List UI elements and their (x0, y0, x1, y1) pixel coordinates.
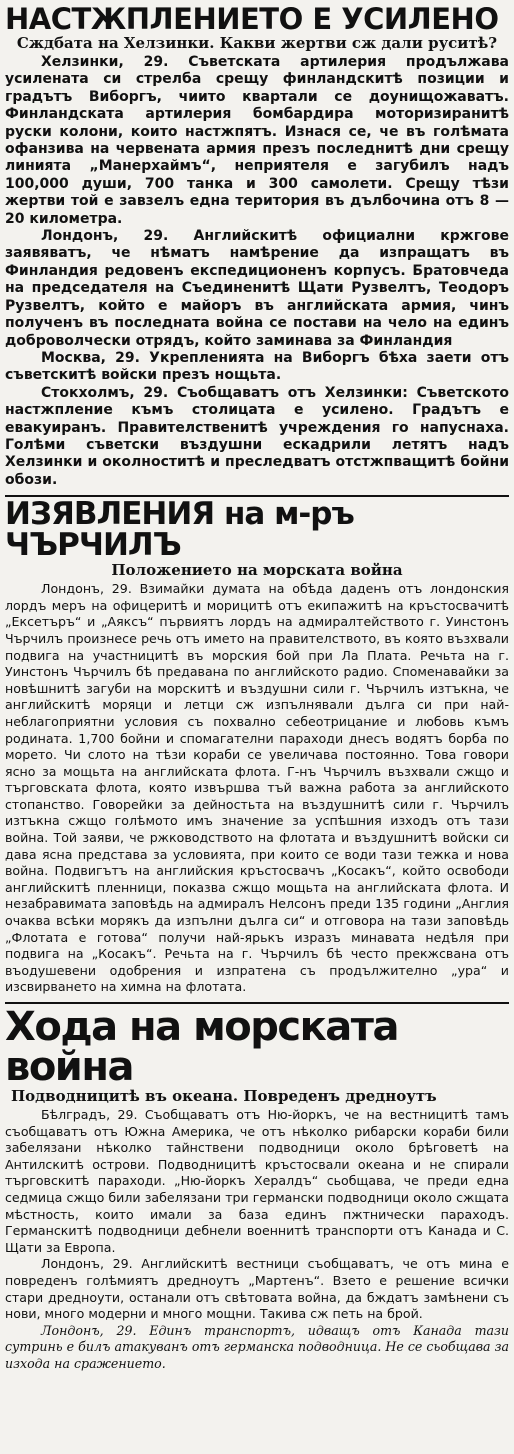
article-paragraph: Лондонъ, 29. Единъ транспортъ, идващъ отъ Канада тази сутринь е билъ атакуванъ отъ германска подводница. Не се сьобщава за изхода на сражението. (5, 1322, 509, 1371)
article-headline: ИЗЯВЛЕНИЯ на м-ръ ЧЪРЧИЛЪ (5, 496, 354, 564)
article-paragraph: Лондонъ, 29. Взимайки думата на обѣда даденъ отъ лондонския лордъ меръ на офицеритѣ и морицитѣ отъ екипажитѣ на кръстосвачитѣ „Ексетъръ“ и „Аяксъ“ първиятъ лордъ на адмиралтейството г. Уинстонъ Чърчилъ произнесе речь отъ името на правителството, въ която възхвали подвига на участницитѣ въ морския бой при Ла Плата. Речьта на г. Уинстонъ Чърчилъ бѣ предавана по английското радио. Споменавайки за новѣшнитѣ загуби на морскитѣ и въздушни сили г. Чърчилъ изтъкна, че английскитѣ моряци и летци сж изпълнявали дълга си при най-неблагоприятни условия съ похвално себеотрицание и любовь къмъ родината. 1,700 бойни и спомагателни параходи днесъ водятъ борба по морето. Чи слото на тѣзи кораби се увеличава постоянно. Това говори ясно за мощьта на английската флота. Г-нъ Чърчилъ възхвали сжщо и търговската флота, която извършва тъй важна работа за английското стопанство. Говорейки за дейностьта на въздушнитѣ сили г. Чърчилъ изтъкна сжщо голѣмото имъ значение за успѣшния изходъ отъ тази война. Той заяви, че ржководството на флотата и въздушнитѣ войски си дава ясна представа за условията, при които се води тази тежка и нова война. Подвигътъ на английския кръстосвачъ „Косакъ“, който освободи английскитѣ пленници, показва сжщо мощьта на английската флота. И незабравимата заповѣдь на адмиралъ Нелсонъ преди 135 години „Англия очаква всѣки морякъ да изпълни дълга си“ и отговора на тази заповѣдь „Флотата е готова“ получи най-ярькъ изразъ минавата недѣля при подвига на „Косакъ“. Речьта на г. Чърчилъ бѣ често прекжсвана отъ въодушевени одобрения и изпратена съ продължително „ура“ и изсвирването на химна на флотата. (5, 581, 509, 995)
article-subhead: Положението на морската война (111, 561, 403, 580)
article-offensive (5, 0, 509, 489)
article-paragraph: Лондонъ, 29. Английскитѣ официални кржгове заявяватъ, че нѣматъ намѣрение да изпращатъ въ Финландия редовенъ експедиционенъ корпусъ. Братовчеда на председателя на Съединенитѣ Щати Рузвелтъ, Теодоръ Рузвелтъ, който е майоръ въ английската армия, чинъ полученъ въ последната война се постави на чело на единъ доброволчески отрядъ, който заминава за Финландия (5, 228, 509, 349)
article-paragraph: Хелзинки, 29. Съветската артилерия продължава усилената си стрелба срещу финландскитѣ позиции и градътъ Виборгъ, чиито квартали се доунищожаватъ. Финландската артилерия бомбардира моторизиранитѣ руски колони, които настжпятъ. Изнася се, че въ голѣмата офанзива на червената армия презъ последнитѣ дни срещу линията „Манерхаймъ“, неприятеля е загубилъ надъ 100,000 души, 700 танка и 300 самолети. Срещу тѣзи жертви той е завзелъ една територия въ дълбочина отъ 8 — 20 километра. (5, 54, 509, 227)
article-subhead: Подводницитѣ въ океана. Повреденъ дредноутъ (11, 1087, 437, 1105)
article-naval-war (5, 1004, 509, 1373)
article-subhead: Сждбата на Хелзинки. Какви жертви сж дали руситѣ? (16, 34, 498, 52)
article-churchill (5, 497, 509, 996)
article-paragraph: Москва, 29. Укрепленията на Виборгъ бѣха заети отъ съветскитѣ войски презъ нощьта. (5, 349, 509, 384)
article-paragraph: Лондонъ, 29. Английскитѣ вестници съобщаватъ, че отъ мина е повреденъ голѣмиятъ дредноутъ „Мартенъ“. Взето е решение всички стари дредноути, останали отъ свѣтовата война, да бждатъ замѣнени съ нови, много модерни и много мощни. Такива сж петь на брой. (5, 1256, 509, 1322)
article-paragraph: Бѣлградъ, 29. Съобщаватъ отъ Ню-йоркъ, че на вестницитѣ тамъ съобщаватъ отъ Южна Америка, че отъ нѣколко рибарски кораби били забелязани нѣколко тайнствени подводници около брѣговетѣ на Антилскитѣ острови. Подводницитѣ кръстосвали океана и не спирали търговскитѣ параходи. „Ню-йоркъ Хералдъ“ сьобщава, че преди една седмица сжщо били забелязани три германски подводници около сжщата мѣстность, които имали за база единъ пжтнически параходъ. Германскитѣ подводници дебнели военнитѣ транспорти отъ Канада и С. Щати за Европа. (5, 1107, 509, 1255)
article-headline: Хода на морската война (5, 1004, 398, 1090)
article-paragraph: Стокхолмъ, 29. Съобщаватъ отъ Хелзинки: Съветското настжпление къмъ столицата е усилено. Градътъ е евакуиранъ. Правителственитѣ учреждения го напуснаха. Голѣми съветски въздушни ескадрили летятъ надъ Хелзинки и околноститѣ и преследватъ отстжпващитѣ бойни обози. (5, 384, 509, 488)
article-headline: НАСТЖПЛЕНИЕТО Е УСИЛЕНО (5, 2, 499, 36)
